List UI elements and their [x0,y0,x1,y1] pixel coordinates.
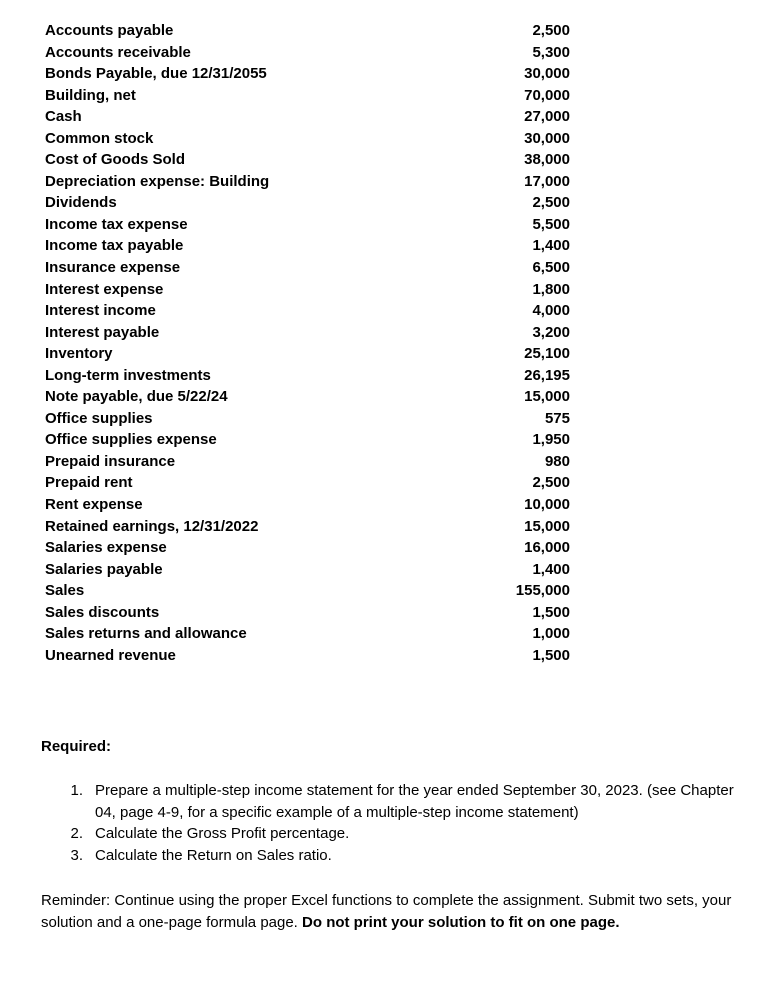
account-name: Interest income [45,302,156,320]
account-amount: 1,800 [532,280,570,298]
account-name: Income tax payable [45,237,184,255]
account-amount: 5,300 [532,43,570,61]
account-row [45,106,575,128]
account-name: Cost of Goods Sold [45,151,185,169]
account-name: Retained earnings, 12/31/2022 [45,517,259,535]
account-name: Dividends [45,194,117,212]
requirement-number: 2. [70,825,83,842]
account-name: Long-term investments [45,366,211,384]
account-row [45,300,575,322]
account-row [45,63,575,85]
account-name: Cash [45,108,82,126]
account-amount: 10,000 [524,496,570,514]
account-row [45,85,575,107]
account-row [45,365,575,387]
account-name: Income tax expense [45,215,188,233]
account-amount: 30,000 [524,65,570,83]
reminder-emphasis: Do not print your solution to fit on one page. [302,913,620,931]
requirement-text: Prepare a multiple-step income statement for the year ended September 30, 2023. (see Chapter 04, page 4-9, for a specific example of a multiple-step income statement) [95,782,734,821]
account-row [45,235,575,257]
account-row [45,149,575,171]
account-row [45,257,575,279]
account-name: Interest payable [45,323,160,341]
account-row [45,279,575,301]
account-row [45,408,575,430]
account-amount: 15,000 [524,517,570,535]
requirement-text: Calculate the Return on Sales ratio. [95,846,332,864]
account-name: Sales returns and allowance [45,625,247,643]
requirement-item [41,823,751,845]
account-name: Accounts receivable [45,43,191,61]
account-amount: 4,000 [532,302,570,320]
account-amount: 1,400 [532,237,570,255]
account-amount: 2,500 [532,22,570,39]
account-row [45,537,575,559]
account-name: Rent expense [45,496,143,514]
account-name: Insurance expense [45,259,181,277]
requirements-list [41,780,751,866]
account-amount: 3,200 [532,323,570,341]
account-name: Inventory [45,345,113,363]
account-row [45,494,575,516]
account-amount: 26,195 [524,366,570,384]
account-amount: 1,000 [532,625,570,643]
account-row [45,645,575,667]
account-amount: 16,000 [524,539,570,557]
account-name: Interest expense [45,280,164,298]
account-row [45,322,575,344]
account-amount: 1,400 [532,560,570,578]
reminder-paragraph [41,890,751,933]
account-row [45,451,575,473]
account-name: Salaries payable [45,560,163,578]
account-amount: 980 [544,452,570,470]
account-amount: 17,000 [524,172,570,190]
account-row [45,472,575,494]
account-row [45,214,575,236]
account-name: Common stock [45,129,154,147]
account-row [45,559,575,581]
account-row [45,429,575,451]
account-amount: 38,000 [524,151,570,169]
requirement-number: 3. [70,846,83,864]
account-name: Office supplies expense [45,431,217,449]
account-name: Accounts payable [45,22,174,39]
account-name: Sales [45,582,85,600]
account-amount: 575 [544,409,570,427]
account-list [45,20,575,666]
account-row [45,623,575,645]
account-amount: 30,000 [524,129,570,147]
account-name: Prepaid rent [45,474,133,492]
account-name: Building, net [45,86,136,104]
account-name: Depreciation expense: Building [45,172,270,190]
account-amount: 5,500 [532,215,570,233]
account-amount: 6,500 [532,259,570,277]
account-amount: 155,000 [515,582,570,600]
account-row [45,516,575,538]
account-row [45,580,575,602]
account-amount: 70,000 [524,86,570,104]
account-row [45,42,575,64]
account-amount: 1,500 [532,646,570,664]
account-name: Salaries expense [45,539,167,557]
account-amount: 15,000 [524,388,570,406]
account-name: Note payable, due 5/22/24 [45,388,228,406]
requirement-number: 1. [70,782,83,799]
account-row [45,343,575,365]
account-row [45,602,575,624]
account-row [45,128,575,150]
account-row [45,386,575,408]
required-heading: Required: [41,738,112,755]
account-amount: 2,500 [532,194,570,212]
account-name: Sales discounts [45,603,160,621]
account-amount: 27,000 [524,108,570,126]
account-name: Office supplies [45,409,153,427]
account-row [45,20,575,42]
requirement-text: Calculate the Gross Profit percentage. [95,825,350,842]
account-amount: 1,950 [532,431,570,449]
account-name: Unearned revenue [45,646,176,664]
account-amount: 25,100 [524,345,570,363]
account-amount: 2,500 [532,474,570,492]
account-row [45,192,575,214]
account-name: Bonds Payable, due 12/31/2055 [45,65,267,83]
account-row [45,171,575,193]
requirement-item [41,780,751,823]
account-name: Prepaid insurance [45,452,176,470]
reminder-text: Reminder: Continue using the proper Excel functions to complete the assignment. Submit two sets, your solution and a one-page formula page. [41,892,732,931]
account-amount: 1,500 [532,603,570,621]
requirement-item [41,845,751,867]
